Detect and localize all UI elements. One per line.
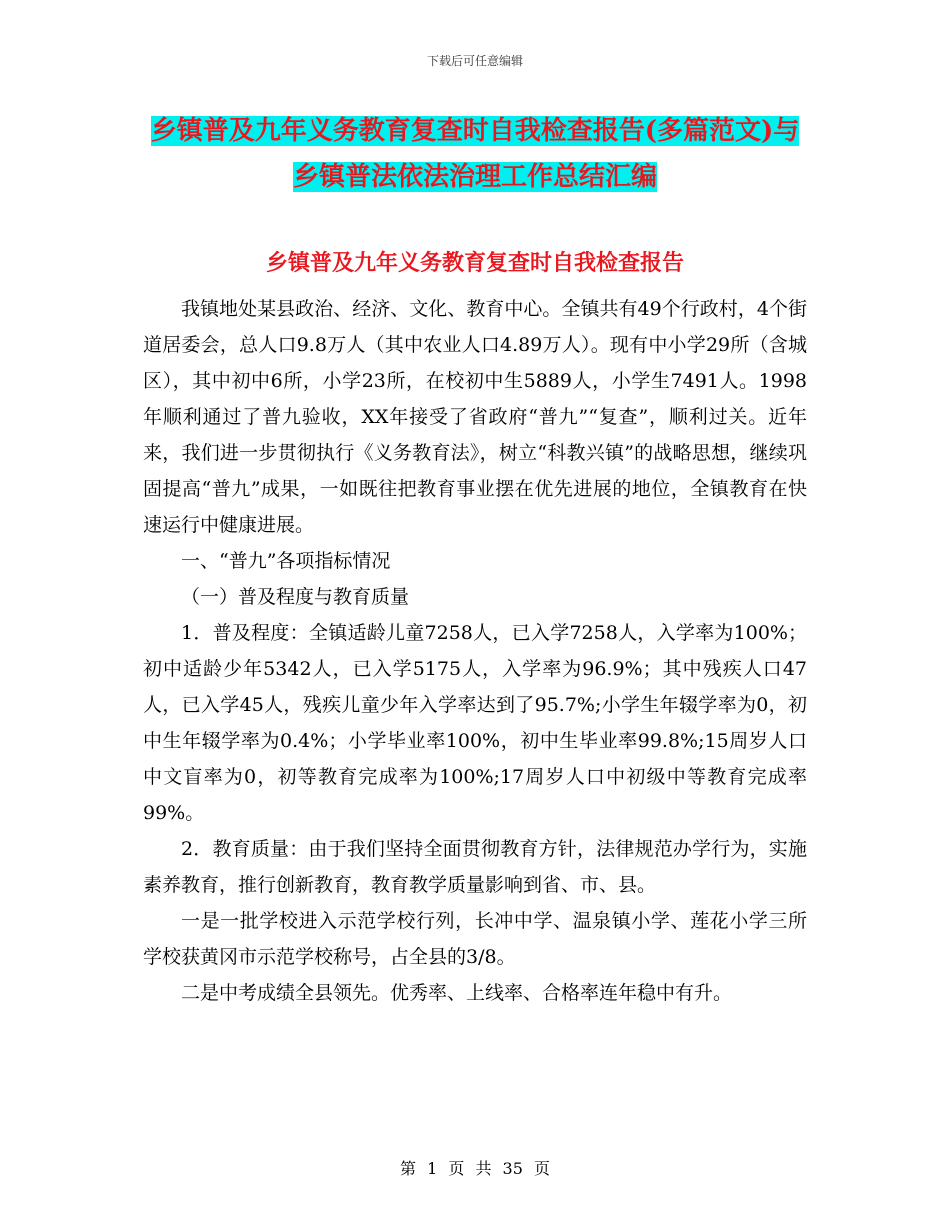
heading-indicators: 一、“普九”各项指标情况: [181, 550, 391, 572]
paragraph-popularization: 1．普及程度：全镇适龄儿童7258人，已入学7258人，入学率为100%；初中适龄少年5342人，已入学5175人，入学率为96.9%；其中残疾人口47人，已入学45人，残疾儿童少年入学率达到了95.7%;小学生年辍学率为0，初中生年辍学率为0.4%；小学毕业率100%，初中生毕业率99.8%;15周岁人口中文盲率为0，初等教育完成率为100%;17周岁人口中初级中等教育完成率99%。: [143, 622, 807, 824]
paragraph-exam-results: 二是中考成绩全县领先。优秀率、上线率、合格率连年稳中有升。: [181, 982, 733, 1004]
header-note: 下载后可任意编辑: [426, 54, 523, 68]
document-title: [140, 108, 810, 200]
page-footer: 第 1 页 共 35 页: [400, 1159, 550, 1178]
paragraph-education-quality: 2．教育质量：由于我们坚持全面贯彻教育方针，法律规范办学行为，实施素养教育，推行创新教育，教育教学质量影响到省、市、县。: [143, 838, 807, 896]
section-title: 乡镇普及九年义务教育复查时自我检查报告: [265, 250, 684, 276]
subheading-quality: （一）普及程度与教育质量: [181, 586, 410, 608]
paragraph-demonstration-schools: 一是一批学校进入示范学校行列，长冲中学、温泉镇小学、莲花小学三所学校获黄冈市示范学校称号，占全县的3/8。: [143, 910, 807, 968]
document-title-text: 乡镇普及九年义务教育复查时自我检查报告(多篇范文)与乡镇普法依法治理工作总结汇编: [150, 116, 800, 192]
paragraph-intro: 我镇地处某县政治、经济、文化、教育中心。全镇共有49个行政村，4个街道居委会，总人口9.8万人（其中农业人口4.89万人）。现有中小学29所（含城区），其中初中6所，小学23所，在校初中生5889人，小学生7491人。1998年顺利通过了普九验收，XX年接受了省政府“普九”“复查”，顺利过关。近年来，我们进一步贯彻执行《义务教育法》，树立“科教兴镇”的战略思想，继续巩固提高“普九”成果，一如既往把教育事业摆在优先进展的地位，全镇教育在快速运行中健康进展。: [143, 298, 807, 536]
document-body: [143, 291, 807, 1011]
